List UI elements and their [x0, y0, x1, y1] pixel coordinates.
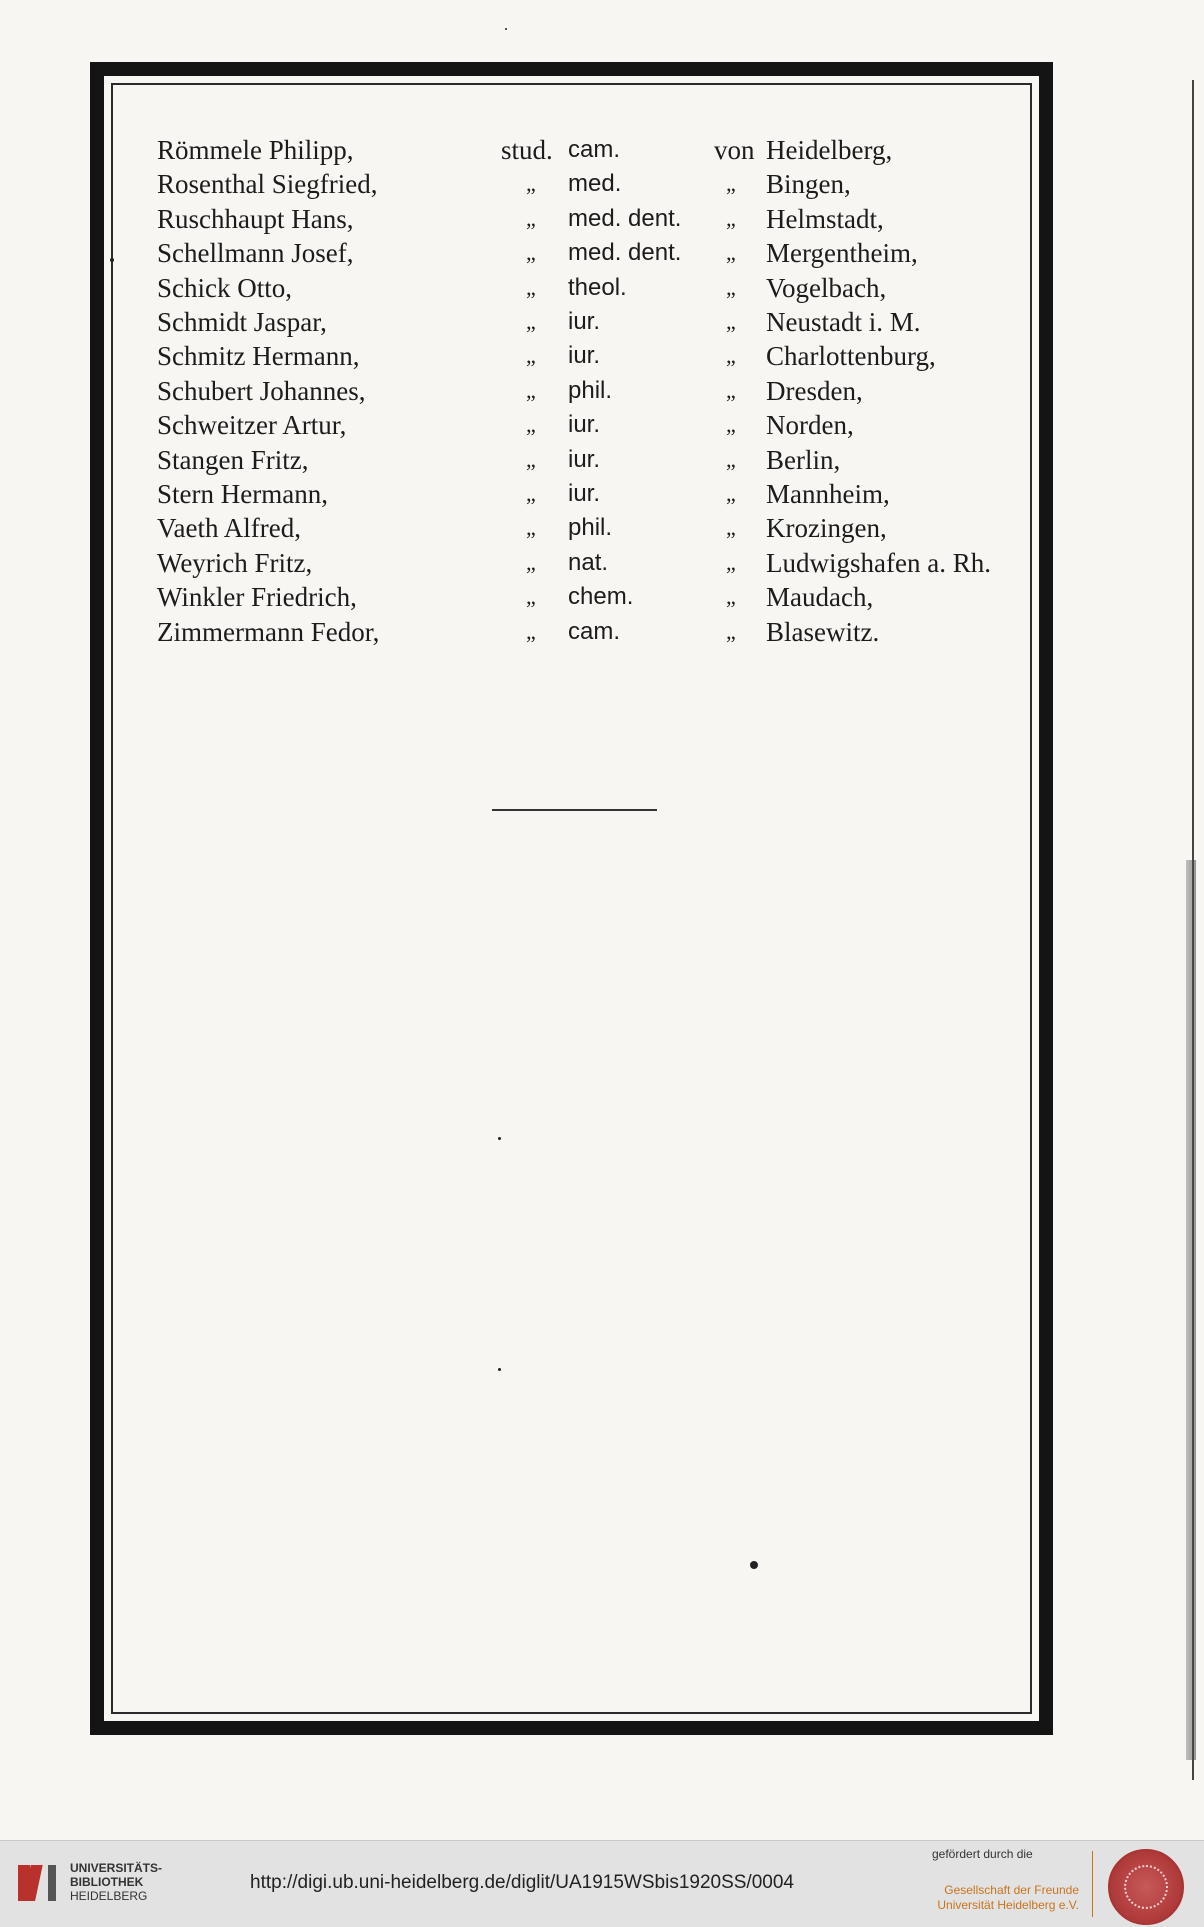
- ditto-mark: „: [726, 274, 736, 300]
- hometown: Heidelberg,: [766, 135, 893, 165]
- ink-speck: [110, 258, 114, 262]
- ditto-mark: „: [726, 481, 736, 506]
- library-logo-icon: [14, 1859, 62, 1907]
- ditto-mark: „: [726, 549, 736, 575]
- hometown: Vogelbach,: [766, 272, 887, 303]
- list-entry: [0, 305, 1204, 339]
- student-name: Ruschhaupt Hans,: [157, 203, 354, 234]
- ditto-mark: „: [526, 549, 536, 575]
- ink-speck: [498, 1368, 501, 1371]
- field-of-study: med.: [568, 170, 622, 198]
- ditto-mark: „: [726, 240, 736, 266]
- library-name: [70, 1861, 162, 1903]
- ditto-mark: „: [726, 412, 736, 438]
- hometown: Neustadt i. M.: [766, 307, 921, 337]
- hometown: Helmstadt,: [766, 203, 884, 234]
- field-of-study: phil.: [568, 376, 613, 404]
- field-of-study: iur.: [568, 342, 601, 370]
- footer-separator: [1092, 1851, 1093, 1917]
- digitization-footer: [0, 1840, 1204, 1927]
- student-name: Rosenthal Siegfried,: [157, 169, 378, 200]
- status-label: stud.: [501, 135, 553, 165]
- ditto-mark: „: [526, 377, 536, 403]
- hometown: Blasewitz.: [766, 616, 880, 647]
- field-of-study: nat.: [568, 548, 609, 576]
- hometown: Berlin,: [766, 444, 841, 475]
- sponsor-line1: Gesellschaft der Freunde: [944, 1883, 1079, 1897]
- hometown: Bingen,: [766, 169, 851, 200]
- ditto-mark: „: [526, 309, 536, 334]
- ditto-mark: „: [526, 274, 536, 300]
- ditto-mark: „: [726, 377, 736, 403]
- library-line2: BIBLIOTHEK: [70, 1875, 144, 1889]
- list-entry: [0, 271, 1204, 305]
- list-entry: [0, 374, 1204, 408]
- ditto-mark: „: [726, 171, 736, 197]
- list-entry: [0, 339, 1204, 373]
- list-entry: [0, 511, 1204, 545]
- ink-speck: [750, 1561, 758, 1569]
- ditto-mark: „: [526, 618, 536, 644]
- field-of-study: iur.: [568, 480, 601, 507]
- sponsor-line2: Universität Heidelberg e.V.: [937, 1898, 1079, 1912]
- ditto-mark: „: [526, 584, 536, 610]
- student-name: Winkler Friedrich,: [157, 582, 357, 613]
- list-entry: [0, 202, 1204, 236]
- list-entry: [0, 443, 1204, 477]
- student-name: Zimmermann Fedor,: [157, 616, 380, 647]
- ditto-mark: „: [526, 171, 536, 197]
- field-of-study: iur.: [568, 308, 601, 335]
- list-entry: [0, 580, 1204, 614]
- student-name: Schellmann Josef,: [157, 238, 354, 269]
- hometown: Norden,: [766, 410, 854, 441]
- sponsor-label: gefördert durch die: [932, 1847, 1033, 1861]
- library-line1: UNIVERSITÄTS-: [70, 1861, 163, 1875]
- from-label: von: [714, 135, 755, 165]
- student-name: Weyrich Fritz,: [157, 547, 313, 578]
- ditto-mark: „: [726, 515, 736, 541]
- ditto-mark: „: [526, 481, 536, 506]
- student-name: Schubert Johannes,: [157, 375, 366, 406]
- field-of-study: cam.: [568, 617, 621, 645]
- hometown: Dresden,: [766, 375, 863, 406]
- hometown: Mannheim,: [766, 479, 890, 509]
- student-name: Vaeth Alfred,: [157, 513, 301, 544]
- sponsor-name: [936, 1883, 1079, 1913]
- hometown: Charlottenburg,: [766, 341, 936, 372]
- list-entry: [0, 477, 1204, 511]
- list-entry: [0, 167, 1204, 201]
- field-of-study: chem.: [568, 583, 634, 611]
- library-line3: HEIDELBERG: [70, 1889, 148, 1903]
- field-of-study: med. dent.: [568, 239, 682, 267]
- field-of-study: cam.: [568, 136, 621, 163]
- student-name: Schick Otto,: [157, 272, 292, 303]
- hometown: Mergentheim,: [766, 238, 918, 269]
- field-of-study: iur.: [568, 411, 601, 439]
- hometown: Maudach,: [766, 582, 874, 613]
- ditto-mark: „: [526, 412, 536, 438]
- field-of-study: med. dent.: [568, 204, 682, 232]
- ditto-mark: „: [526, 446, 536, 472]
- ditto-mark: „: [526, 515, 536, 541]
- university-seal-icon: [1108, 1849, 1184, 1925]
- student-name: Schweitzer Artur,: [157, 410, 347, 441]
- list-entry: [0, 236, 1204, 270]
- ditto-mark: „: [726, 343, 736, 369]
- ditto-mark: „: [526, 205, 536, 231]
- list-entry: [0, 408, 1204, 442]
- student-name: Schmidt Jaspar,: [157, 307, 327, 337]
- student-name: Schmitz Hermann,: [157, 341, 360, 372]
- ink-speck: [498, 1137, 501, 1140]
- field-of-study: phil.: [568, 514, 613, 542]
- student-name: Stern Hermann,: [157, 479, 328, 509]
- ditto-mark: „: [726, 205, 736, 231]
- student-name: Stangen Fritz,: [157, 444, 309, 475]
- list-entry: [0, 615, 1204, 649]
- list-entry: [0, 133, 1204, 167]
- hometown: Krozingen,: [766, 513, 887, 544]
- list-entry: [0, 546, 1204, 580]
- student-name: Römmele Philipp,: [157, 135, 354, 165]
- field-of-study: iur.: [568, 445, 601, 473]
- permalink-url[interactable]: http://digi.ub.uni-heidelberg.de/diglit/UA1915WSbis1920SS/0004: [250, 1872, 794, 1893]
- scan-edge-shadow: [1186, 860, 1196, 1760]
- ditto-mark: „: [526, 343, 536, 369]
- ink-speck: [505, 28, 507, 30]
- end-divider-rule: [492, 809, 657, 811]
- field-of-study: theol.: [568, 273, 627, 301]
- ditto-mark: „: [726, 584, 736, 610]
- ditto-mark: „: [726, 618, 736, 644]
- ditto-mark: „: [526, 240, 536, 266]
- ditto-mark: „: [726, 309, 736, 334]
- hometown: Ludwigshafen a. Rh.: [766, 547, 991, 578]
- ditto-mark: „: [726, 446, 736, 472]
